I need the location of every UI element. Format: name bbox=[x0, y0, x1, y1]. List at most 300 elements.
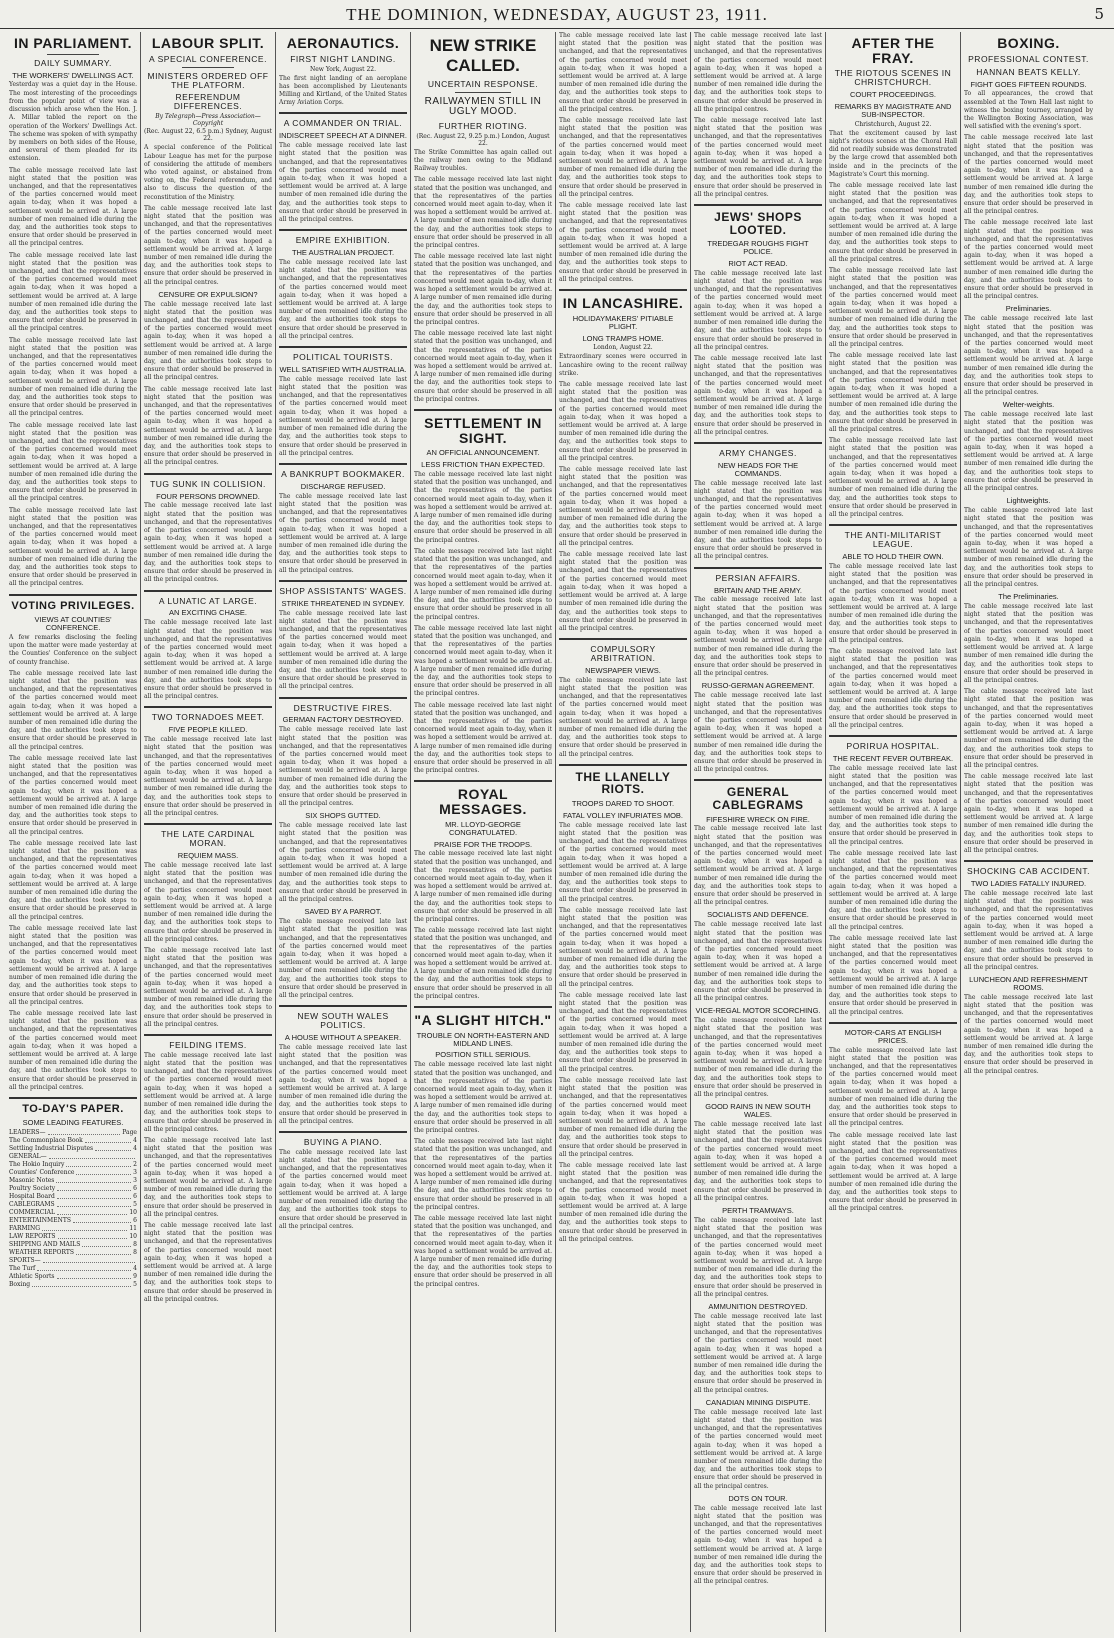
headline: IN PARLIAMENT. bbox=[14, 35, 132, 51]
leader-dots bbox=[56, 1177, 131, 1183]
feature-item bbox=[9, 1193, 137, 1201]
feature-label: Athletic Sports bbox=[9, 1273, 55, 1281]
article-text: The cable message received late last night stated that the position was unchanged, and that the representatives of the parties concerned would meet again to-day, when it was hoped a settlement would be arrived at. A large number of men remained idle during the day, and the authorities took steps to ensure that order should be preserved in all the principal centres. bbox=[9, 421, 137, 503]
headline: "A SLIGHT HITCH." bbox=[414, 1012, 552, 1029]
leader-dots bbox=[57, 1193, 131, 1199]
leader-dots bbox=[37, 1265, 131, 1271]
article-text: The cable message received late last night stated that the position was unchanged, and that the representatives of the parties concerned would meet again to-day, when it was hoped a settlement would be arrived at. A large number of men remained idle during the day, and the authorities took steps to ensure that order should be preserved in all the principal centres. bbox=[559, 32, 687, 113]
feature-page: 5 bbox=[133, 1281, 137, 1289]
feature-page: 8 bbox=[133, 1249, 137, 1257]
article-text: The first night landing of an aeroplane has been accomplished by Lieutenants Milling and Kirtland, of the United States Army Aviation Corps. bbox=[279, 74, 407, 107]
subheadline: GOOD RAINS IN NEW SOUTH WALES. bbox=[705, 1102, 811, 1120]
divider bbox=[279, 463, 407, 465]
article-text: The cable message received late last night stated that the position was unchanged, and that the representatives of the parties concerned would meet again to-day, when it was hoped a settlement would be arrived at. A large number of men remained idle during the day, and the authorities took steps to ensure that order should be preserved in all the principal centres. bbox=[279, 1148, 407, 1230]
subheadline: MR. LLOYD-GEORGE CONGRATULATED. bbox=[445, 819, 521, 837]
subheadline: SOME LEADING FEATURES. bbox=[22, 1118, 124, 1128]
divider bbox=[694, 442, 822, 444]
article-text: The cable message received late last night stated that the position was unchanged, and that the representatives of the parties concerned would meet again to-day, when it was hoped a settlement would be arrived at. A large number of men remained idle during the day, and the authorities took steps to ensure that order should be preserved in all the principal centres. bbox=[144, 861, 272, 943]
subheadline: DISCHARGE REFUSED. bbox=[300, 481, 386, 491]
article-text: The cable message received late last night stated that the position was unchanged, and that the representatives of the parties concerned would meet again to-day, when it was hoped a settlement would be arrived at. A large number of men remained idle during the day, and the authorities took steps to ensure that order should be preserved in all the principal centres. bbox=[694, 32, 822, 113]
leader-dots bbox=[42, 1225, 127, 1231]
article-text: Extraordinary scenes were occurred in Lancashire owing to the recent railway strike. bbox=[559, 353, 687, 377]
article-text: The cable message received late last night stated that the position was unchanged, and that the representatives of the parties concerned would meet again to-day, when it was hoped a settlement would be arrived at. A large number of men remained idle during the day, and the authorities took steps to ensure that order should be preserved in all the principal centres. bbox=[964, 773, 1093, 854]
headline: VOTING PRIVILEGES. bbox=[11, 599, 135, 612]
subheadline: GERMAN FACTORY DESTROYED. bbox=[282, 715, 404, 725]
feature-item bbox=[9, 1241, 137, 1249]
leader-dots bbox=[57, 1209, 127, 1215]
article-text: The cable message received late last night stated that the position was unchanged, and that the representatives of the parties concerned would meet again to-day, when it was hoped a settlement would be arrived at. A large number of men remained idle during the day, and the authorities took steps to ensure that order should be preserved in all the principal centres. bbox=[694, 1121, 822, 1202]
feature-label: The Commonplace Book bbox=[9, 1137, 83, 1145]
subheadline: SIX SHOPS GUTTED. bbox=[305, 811, 381, 821]
article-text: The cable message received late last night stated that the position was unchanged, and that the representatives of the parties concerned would meet again to-day, when it was hoped a settlement would be arrived at. A large number of men remained idle during the day, and the authorities took steps to ensure that order should be preserved in all the principal centres. bbox=[964, 315, 1093, 397]
headline: NEW STRIKE CALLED. bbox=[429, 36, 537, 75]
article-text: The cable message received late last night stated that the position was unchanged, and that the representatives of the parties concerned would meet again to-day, when it was hoped a settlement would be arrived at. A large number of men remained idle during the day, and the authorities took steps to ensure that order should be preserved in all the principal centres. bbox=[9, 839, 137, 921]
article-text: The cable message received late last night stated that the position was unchanged, and that the representatives of the parties concerned would meet again to-day, when it was hoped a settlement would be arrived at. A large number of men remained idle during the day, and the authorities took steps to ensure that order should be preserved in all the principal centres. bbox=[829, 849, 957, 931]
subheadline: AMMUNITION DESTROYED. bbox=[708, 1301, 808, 1311]
subheadline: LUNCHEON AND REFRESHMENT ROOMS. bbox=[969, 975, 1088, 992]
article-text: The cable message received late last night stated that the position was unchanged, and that the representatives of the parties concerned would meet again to-day, when it was hoped a settlement would be arrived at. A large number of men remained idle during the day, and the authorities took steps to ensure that order should be preserved in all the principal centres. bbox=[694, 921, 822, 1003]
article-text: The cable message received late last night stated that the position was unchanged, and that the representatives of the parties concerned would meet again to-day, when it was hoped a settlement would be arrived at. A large number of men remained idle during the day, and the authorities took steps to ensure that order should be preserved in all the principal centres. bbox=[694, 825, 822, 907]
article-text: The cable message received late last night stated that the position was unchanged, and that the representatives of the parties concerned would meet again to-day, when it was hoped a settlement would be arrived at. A large number of men remained idle during the day, and the authorities took steps to ensure that order should be preserved in all the principal centres. bbox=[144, 1136, 272, 1218]
article-text: The cable message received late last night stated that the position was unchanged, and that the representatives of the parties concerned would meet again to-day, when it was hoped a settlement would be arrived at. A large number of men remained idle during the day, and the authorities took steps to ensure that order should be preserved in all the principal centres. bbox=[829, 764, 957, 846]
column-7 bbox=[826, 32, 961, 1632]
divider bbox=[279, 112, 407, 114]
feature-label: LAW REPORTS bbox=[9, 1233, 56, 1241]
dateline: London, August 22. bbox=[593, 344, 653, 352]
article-text: The cable message received late last night stated that the position was unchanged, and that the representatives of the parties concerned would meet again to-day, when it was hoped a settlement would be arrived at. A large number of men remained idle during the day, and the authorities took steps to ensure that order should be preserved in all the principal centres. bbox=[559, 551, 687, 632]
article-text: The cable message received late last night stated that the position was unchanged, and that the representatives of the parties concerned would meet again to-day, when it was hoped a settlement would be arrived at. A large number of men remained idle during the day, and the authorities took steps to ensure that order should be preserved in all the principal centres. bbox=[829, 352, 957, 433]
feature-label: Settling Industrial Disputes bbox=[9, 1145, 94, 1153]
columns bbox=[6, 32, 1108, 1632]
headline: SETTLEMENT IN SIGHT. bbox=[424, 414, 542, 446]
divider bbox=[414, 1006, 552, 1008]
subheadline: FATAL VOLLEY INFURIATES MOB. bbox=[562, 810, 684, 820]
article-text: The cable message received late last night stated that the position was unchanged, and that the representatives of the parties concerned would meet again to-day, when it was hoped a settlement would be arrived at. A large number of men remained idle during the day, and the authorities took steps to ensure that order should be preserved in all the principal centres. bbox=[559, 381, 687, 462]
article-text: The cable message received late last night stated that the position was unchanged, and that the representatives of the parties concerned would meet again to-day, when it was hoped a settlement would be arrived at. A large number of men remained idle during the day, and the authorities took steps to ensure that order should be preserved in all the principal centres. bbox=[9, 336, 137, 418]
feature-label: Boxing bbox=[9, 1281, 31, 1289]
subheadline: PERTH TRAMWAYS. bbox=[722, 1206, 794, 1216]
leader-dots bbox=[49, 1153, 135, 1159]
feature-page: 4 bbox=[133, 1145, 137, 1153]
headline: AFTER THE FRAY. bbox=[851, 35, 935, 66]
subheadline: Lightweights. bbox=[1006, 496, 1051, 506]
article-text: The cable message received late last night stated that the position was unchanged, and that the representatives of the parties concerned would meet again to-day, when it was hoped a settlement would be arrived at. A large number of men remained idle during the day, and the authorities took steps to ensure that order should be preserved in all the principal centres. bbox=[559, 1161, 687, 1243]
divider bbox=[144, 823, 272, 825]
feature-page: 6 bbox=[133, 1185, 137, 1193]
subheadline: PORIRUA HOSPITAL. bbox=[846, 740, 940, 751]
divider bbox=[414, 409, 552, 411]
article-text: The cable message received late last night stated that the position was unchanged, and that the representatives of the parties concerned would meet again to-day, when it was hoped a settlement would be arrived at. A large number of men remained idle during the day, and the authorities took steps to ensure that order should be preserved in all the principal centres. bbox=[144, 1221, 272, 1303]
subheadline: AN OFFICIAL ANNOUNCEMENT. bbox=[426, 448, 540, 458]
leader-dots bbox=[95, 1145, 131, 1151]
article-text: The cable message received late last night stated that the position was unchanged, and that the representatives of the parties concerned would meet again to-day, when it was hoped a settlement would be arrived at. A large number of men remained idle during the day, and the authorities took steps to ensure that order should be preserved in all the principal centres. bbox=[559, 821, 687, 903]
divider bbox=[144, 706, 272, 708]
article-text: The cable message received late last night stated that the position was unchanged, and that the representatives of the parties concerned would meet again to-day, when it was hoped a settlement would be arrived at. A large number of men remained idle during the day, and the authorities took steps to ensure that order should be preserved in all the principal centres. bbox=[559, 1076, 687, 1158]
subheadline: THE WORKERS' DWELLINGS ACT. bbox=[12, 70, 134, 80]
feature-item bbox=[9, 1249, 137, 1257]
subheadline: FEILDING ITEMS. bbox=[169, 1039, 247, 1050]
article-text: The cable message received late last night stated that the position was unchanged, and that the representatives of the parties concerned would meet again to-day, when it was hoped a settlement would be arrived at. A large number of men remained idle during the day, and the authorities took steps to ensure that order should be preserved in all the principal centres. bbox=[414, 547, 552, 621]
article-text: The cable message received late last night stated that the position was unchanged, and that the representatives of the parties concerned would meet again to-day, when it was hoped a settlement would be arrived at. A large number of men remained idle during the day, and the authorities took steps to ensure that order should be preserved in all the principal centres. bbox=[144, 736, 272, 817]
subheadline: A SPECIAL CONFERENCE. bbox=[149, 53, 267, 64]
headline: IN LANCASHIRE. bbox=[562, 295, 684, 312]
article-text: The cable message received late last night stated that the position was unchanged, and that the representatives of the parties concerned would meet again to-day, when it was hoped a settlement would be arrived at. A large number of men remained idle during the day, and the authorities took steps to ensure that order should be preserved in all the principal centres. bbox=[279, 726, 407, 808]
dateline: New York, August 22. bbox=[309, 65, 377, 73]
divider bbox=[829, 1022, 957, 1024]
leader-dots bbox=[73, 1217, 131, 1223]
article-text: The cable message received late last night stated that the position was unchanged, and that the representatives of the parties concerned would meet again to-day, when it was hoped a settlement would be arrived at. A large number of men remained idle during the day, and the authorities took steps to ensure that order should be preserved in all the principal centres. bbox=[829, 562, 957, 644]
article-text: The cable message received late last night stated that the position was unchanged, and that the representatives of the parties concerned would meet again to-day, when it was hoped a settlement would be arrived at. A large number of men remained idle during the day, and the authorities took steps to ensure that order should be preserved in all the principal centres. bbox=[414, 1215, 552, 1288]
article-text: The cable message received late last night stated that the position was unchanged, and that the representatives of the parties concerned would meet again to-day, when it was hoped a settlement would be arrived at. A large number of men remained idle during the day, and the authorities took steps to ensure that order should be preserved in all the principal centres. bbox=[9, 1009, 137, 1091]
article-text: The cable message received late last night stated that the position was unchanged, and that the representatives of the parties concerned would meet again to-day, when it was hoped a settlement would be arrived at. A large number of men remained idle during the day, and the authorities took steps to ensure that order should be preserved in all the principal centres. bbox=[414, 850, 552, 923]
subheadline: FIRST NIGHT LANDING. bbox=[290, 53, 396, 64]
leader-dots bbox=[66, 1161, 131, 1167]
feature-label: Masonic Notes bbox=[9, 1177, 55, 1185]
subheadline: RAILWAYMEN STILL IN UGLY MOOD. bbox=[424, 95, 542, 118]
subheadline: THE RIOTOUS SCENES IN CHRISTCHURCH. bbox=[834, 68, 952, 88]
page-number: 5 bbox=[1094, 5, 1104, 23]
subheadline: MOTOR-CARS AT ENGLISH PRICES. bbox=[844, 1027, 942, 1045]
masthead-title: THE DOMINION, WEDNESDAY, AUGUST 23, 1911. bbox=[346, 5, 768, 24]
feature-label: ENTERTAINMENTS bbox=[9, 1217, 71, 1225]
article-text: The cable message received late last night stated that the position was unchanged, and that the representatives of the parties concerned would meet again to-day, when it was hoped a settlement would be arrived at. A large number of men remained idle during the day, and the authorities took steps to ensure that order should be preserved in all the principal centres. bbox=[964, 134, 1093, 216]
subheadline: TUG SUNK IN COLLISION. bbox=[150, 478, 266, 489]
subheadline: PROFESSIONAL CONTEST. bbox=[968, 53, 1089, 64]
feature-page: 11 bbox=[129, 1225, 137, 1233]
feature-item bbox=[9, 1153, 137, 1161]
article-text: The cable message received late last night stated that the position was unchanged, and that the representatives of the parties concerned would meet again to-day, when it was hoped a settlement would be arrived at. A large number of men remained idle during the day, and the authorities took steps to ensure that order should be preserved in all the principal centres. bbox=[144, 502, 272, 584]
feature-label: Hospital Board bbox=[9, 1193, 55, 1201]
article-text: The cable message received late last night stated that the position was unchanged, and that the representatives of the parties concerned would meet again to-day, when it was hoped a settlement would be arrived at. A large number of men remained idle during the day, and the authorities took steps to ensure that order should be preserved in all the principal centres. bbox=[414, 927, 552, 1000]
divider bbox=[9, 594, 137, 596]
feature-page: 4 bbox=[133, 1137, 137, 1145]
article-text: The cable message received late last night stated that the position was unchanged, and that the representatives of the parties concerned would meet again to-day, when it was hoped a settlement would be arrived at. A large number of men remained idle during the day, and the authorities took steps to ensure that order should be preserved in all the principal centres. bbox=[829, 182, 957, 263]
leader-dots bbox=[58, 1233, 128, 1239]
article-text: The cable message received late last night stated that the position was unchanged, and that the representatives of the parties concerned would meet again to-day, when it was hoped a settlement would be arrived at. A large number of men remained idle during the day, and the authorities took steps to ensure that order should be preserved in all the principal centres. bbox=[964, 688, 1093, 769]
article-text: The cable message received late last night stated that the position was unchanged, and that the representatives of the parties concerned would meet again to-day, when it was hoped a settlement would be arrived at. A large number of men remained idle during the day, and the authorities took steps to ensure that order should be preserved in all the principal centres. bbox=[694, 1408, 822, 1490]
article-text: The cable message received late last night stated that the position was unchanged, and that the representatives of the parties concerned would meet again to-day, when it was hoped a settlement would be arrived at. A large number of men remained idle during the day, and the authorities took steps to ensure that order should be preserved in all the principal centres. bbox=[559, 117, 687, 198]
subheadline: SAVED BY A PARROT. bbox=[304, 907, 382, 917]
article-text: The cable message received late last night stated that the position was unchanged, and that the representatives of the parties concerned would meet again to-day, when it was hoped a settlement would be arrived at. A large number of men remained idle during the day, and the authorities took steps to ensure that order should be preserved in all the principal centres. bbox=[279, 375, 407, 457]
divider bbox=[9, 1097, 137, 1099]
article-text: The cable message received late last night stated that the position was unchanged, and that the representatives of the parties concerned would meet again to-day, when it was hoped a settlement would be arrived at. A large number of men remained idle during the day, and the authorities took steps to ensure that order should be preserved in all the principal centres. bbox=[694, 1017, 822, 1099]
article-text: The cable message received late last night stated that the position was unchanged, and that the representatives of the parties concerned would meet again to-day, when it was hoped a settlement would be arrived at. A large number of men remained idle during the day, and the authorities took steps to ensure that order should be preserved in all the principal centres. bbox=[144, 1051, 272, 1133]
subheadline: Welter-weights. bbox=[1002, 400, 1055, 410]
divider bbox=[182, 67, 233, 68]
subheadline: NEW SOUTH WALES POLITICS. bbox=[297, 1011, 389, 1031]
article-text: The cable message received late last night stated that the position was unchanged, and that the representatives of the parties concerned would meet again to-day, when it was hoped a settlement would be arrived at. A large number of men remained idle during the day, and the authorities took steps to ensure that order should be preserved in all the principal centres. bbox=[279, 1043, 407, 1125]
feature-page: 9 bbox=[133, 1273, 137, 1281]
subheadline: THE RECENT FEVER OUTBREAK. bbox=[832, 753, 954, 763]
article-text: The cable message received late last night stated that the position was unchanged, and that the representatives of the parties concerned would meet again to-day, when it was hoped a settlement would be arrived at. A large number of men remained idle during the day, and the authorities took steps to ensure that order should be preserved in all the principal centres. bbox=[279, 822, 407, 904]
article-text: The cable message received late last night stated that the position was unchanged, and that the representatives of the parties concerned would meet again to-day, when it was hoped a settlement would be arrived at. A large number of men remained idle during the day, and the authorities took steps to ensure that order should be preserved in all the principal centres. bbox=[829, 1046, 957, 1128]
article-text: The cable message received late last night stated that the position was unchanged, and that the representatives of the parties concerned would meet again to-day, when it was hoped a settlement would be arrived at. A large number of men remained idle during the day, and the authorities took steps to ensure that order should be preserved in all the principal centres. bbox=[414, 701, 552, 775]
subheadline: COURT PROCEEDINGS. bbox=[850, 90, 936, 100]
divider bbox=[829, 735, 957, 737]
article-text: The cable message received late last night stated that the position was unchanged, and that the representatives of the parties concerned would meet again to-day, when it was hoped a settlement would be arrived at. A large number of men remained idle during the day, and the authorities took steps to ensure that order should be preserved in all the principal centres. bbox=[964, 411, 1093, 493]
subheadline: SOCIALISTS AND DEFENCE. bbox=[707, 910, 809, 920]
article-text: The cable message received late last night stated that the position was unchanged, and that the representatives of the parties concerned would meet again to-day, when it was hoped a settlement would be arrived at. A large number of men remained idle during the day, and the authorities took steps to ensure that order should be preserved in all the principal centres. bbox=[829, 267, 957, 348]
subheadline: SHOP ASSISTANTS' WAGES. bbox=[279, 585, 407, 596]
article-text: The cable message received late last night stated that the position was unchanged, and that the representatives of the parties concerned would meet again to-day, when it was hoped a settlement would be arrived at. A large number of men remained idle during the day, and the authorities took steps to ensure that order should be preserved in all the principal centres. bbox=[829, 1131, 957, 1213]
leader-dots bbox=[76, 1249, 131, 1255]
article-text: The cable message received late last night stated that the position was unchanged, and that the representatives of the parties concerned would meet again to-day, when it was hoped a settlement would be arrived at. A large number of men remained idle during the day, and the authorities took steps to ensure that order should be preserved in all the principal centres. bbox=[414, 253, 552, 326]
article-text: The cable message received late last night stated that the position was unchanged, and that the representatives of the parties concerned would meet again to-day, when it was hoped a settlement would be arrived at. A large number of men remained idle during the day, and the authorities took steps to ensure that order should be preserved in all the principal centres. bbox=[829, 934, 957, 1016]
column-8 bbox=[961, 32, 1096, 1632]
article-text: The cable message received late last night stated that the position was unchanged, and that the representatives of the parties concerned would meet again to-day, when it was hoped a settlement would be arrived at. A large number of men remained idle during the day, and the authorities took steps to ensure that order should be preserved in all the principal centres. bbox=[144, 946, 272, 1028]
feature-item bbox=[9, 1161, 137, 1169]
subheadline: THE LATE CARDINAL MORAN. bbox=[161, 829, 255, 849]
subheadline: TROOPS DARED TO SHOOT. bbox=[571, 799, 675, 809]
divider bbox=[829, 524, 957, 526]
subheadline: CENSURE OR EXPULSION? bbox=[158, 289, 258, 299]
feature-item bbox=[9, 1281, 137, 1289]
subheadline: PERSIAN AFFAIRS. bbox=[715, 572, 801, 583]
feature-page: 4 bbox=[133, 1265, 137, 1273]
divider bbox=[279, 346, 407, 348]
feature-label: Counties' Conference bbox=[9, 1169, 75, 1177]
feature-item bbox=[9, 1265, 137, 1273]
subheadline: RUSSO-GERMAN AGREEMENT. bbox=[701, 681, 815, 691]
article-text: The cable message received late last night stated that the position was unchanged, and that the representatives of the parties concerned would meet again to-day, when it was hoped a settlement would be arrived at. A large number of men remained idle during the day, and the authorities took steps to ensure that order should be preserved in all the principal centres. bbox=[964, 889, 1093, 971]
feature-page: 2 bbox=[133, 1161, 137, 1169]
feature-page: 6 bbox=[133, 1193, 137, 1201]
article-text: The cable message received late last night stated that the position was unchanged, and that the representatives of the parties concerned would meet again to-day, when it was hoped a settlement would be arrived at. A large number of men remained idle during the day, and the authorities took steps to ensure that order should be preserved in all the principal centres. bbox=[414, 471, 552, 544]
article-text: The cable message received late last night stated that the position was unchanged, and that the representatives of the parties concerned would meet again to-day, when it was hoped a settlement would be arrived at. A large number of men remained idle during the day, and the authorities took steps to ensure that order should be preserved in all the principal centres. bbox=[414, 1138, 552, 1211]
subheadline: STRIKE THREATENED IN SYDNEY. bbox=[281, 598, 405, 608]
subheadline: REQUIEM MASS. bbox=[177, 851, 239, 861]
headline: LABOUR SPLIT. bbox=[151, 35, 265, 51]
article-text: The cable message received late last night stated that the position was unchanged, and that the representatives of the parties concerned would meet again to-day, when it was hoped a settlement would be arrived at. A large number of men remained idle during the day, and the authorities took steps to ensure that order should be preserved in all the principal centres. bbox=[144, 204, 272, 286]
subheadline: THE ANTI-MILITARIST LEAGUE. bbox=[844, 530, 942, 550]
subheadline: LONG TRAMPS HOME. bbox=[582, 333, 664, 343]
article-text: The cable message received late last night stated that the position was unchanged, and that the representatives of the parties concerned would meet again to-day, when it was hoped a settlement would be arrived at. A large number of men remained idle during the day, and the authorities took steps to ensure that order should be preserved in all the principal centres. bbox=[694, 1504, 822, 1586]
subheadline: TREDEGAR ROUGHS FIGHT POLICE. bbox=[707, 239, 809, 257]
subheadline: TWO LADIES FATALLY INJURED. bbox=[970, 879, 1087, 889]
divider bbox=[414, 780, 552, 782]
article-text: The cable message received late last night stated that the position was unchanged, and that the representatives of the parties concerned would meet again to-day, when it was hoped a settlement would be arrived at. A large number of men remained idle during the day, and the authorities took steps to ensure that order should be preserved in all the principal centres. bbox=[694, 269, 822, 351]
article-text: To all appearances, the crowd that assembled at the Town Hall last night to witness the boxing tourney, arranged by the Wellington Boxing Association, was well satisfied with the evening's sport. bbox=[964, 90, 1093, 131]
article-text: The cable message received late last night stated that the position was unchanged, and that the representatives of the parties concerned would meet again to-day, when it was hoped a settlement would be arrived at. A large number of men remained idle during the day, and the authorities took steps to ensure that order should be preserved in all the principal centres. bbox=[279, 609, 407, 691]
subheadline: ABLE TO HOLD THEIR OWN. bbox=[842, 552, 944, 562]
article-text: The cable message received late last night stated that the position was unchanged, and that the representatives of the parties concerned would meet again to-day, when it was hoped a settlement would be arrived at. A large number of men remained idle during the day, and the authorities took steps to ensure that order should be preserved in all the principal centres. bbox=[144, 300, 272, 382]
article-text: The cable message received late last night stated that the position was unchanged, and that the representatives of the parties concerned would meet again to-day, when it was hoped a settlement would be arrived at. A large number of men remained idle during the day, and the authorities took steps to ensure that order should be preserved in all the principal centres. bbox=[9, 166, 137, 248]
divider bbox=[279, 1005, 407, 1007]
article-text: The cable message received late last night stated that the position was unchanged, and that the representatives of the parties concerned would meet again to-day, when it was hoped a settlement would be arrived at. A large number of men remained idle during the day, and the authorities took steps to ensure that order should be preserved in all the principal centres. bbox=[694, 596, 822, 678]
article-text: The cable message received late last night stated that the position was unchanged, and that the representatives of the parties concerned would meet again to-day, when it was hoped a settlement would be arrived at. A large number of men remained idle during the day, and the authorities took steps to ensure that order should be preserved in all the principal centres. bbox=[694, 117, 822, 198]
feature-label: WEATHER REPORTS bbox=[9, 1249, 74, 1257]
feature-item bbox=[9, 1225, 137, 1233]
feature-item bbox=[9, 1129, 137, 1137]
subheadline: A LUNATIC AT LARGE. bbox=[158, 595, 258, 606]
dateline: (Rec. August 22, 9.25 p.m.) London, August 22. bbox=[416, 132, 550, 147]
feature-item bbox=[9, 1201, 137, 1209]
divider bbox=[144, 473, 272, 475]
subheadline: VICE-REGAL MOTOR SCORCHING. bbox=[695, 1006, 821, 1016]
article-text: The cable message received late last night stated that the position was unchanged, and that the representatives of the parties concerned would meet again to-day, when it was hoped a settlement would be arrived at. A large number of men remained idle during the day, and the authorities took steps to ensure that order should be preserved in all the principal centres. bbox=[694, 479, 822, 561]
subheadline: FIGHT GOES FIFTEEN ROUNDS. bbox=[970, 79, 1087, 89]
article-text: The cable message received late last night stated that the position was unchanged, and that the representatives of the parties concerned would meet again to-day, when it was hoped a settlement would be arrived at. A large number of men remained idle during the day, and the authorities took steps to ensure that order should be preserved in all the principal centres. bbox=[559, 991, 687, 1073]
subheadline: RIOT ACT READ. bbox=[728, 259, 788, 268]
article-text: The cable message received late last night stated that the position was unchanged, and that the representatives of the parties concerned would meet again to-day, when it was hoped a settlement would be arrived at. A large number of men remained idle during the day, and the authorities took steps to ensure that order should be preserved in all the principal centres. bbox=[559, 906, 687, 988]
column-2 bbox=[141, 32, 276, 1632]
article-text: The cable message received late last night stated that the position was unchanged, and that the representatives of the parties concerned would meet again to-day, when it was hoped a settlement would be arrived at. A large number of men remained idle during the day, and the authorities took steps to ensure that order should be preserved in all the principal centres. bbox=[414, 624, 552, 698]
feature-page: Page bbox=[122, 1129, 137, 1137]
subheadline: UNCERTAIN RESPONSE. bbox=[427, 79, 539, 89]
headline: AERONAUTICS. bbox=[286, 35, 400, 51]
article-text: The cable message received late last night stated that the position was unchanged, and that the representatives of the parties concerned would meet again to-day, when it was hoped a settlement would be arrived at. A large number of men remained idle during the day, and the authorities took steps to ensure that order should be preserved in all the principal centres. bbox=[9, 506, 137, 588]
divider bbox=[694, 567, 822, 569]
divider bbox=[964, 860, 1093, 862]
subheadline: DESTRUCTIVE FIRES. bbox=[293, 702, 393, 713]
article-text: The cable message received late last night stated that the position was unchanged, and that the representatives of the parties concerned would meet again to-day, when it was hoped a settlement would be arrived at. A large number of men remained idle during the day, and the authorities took steps to ensure that order should be preserved in all the principal centres. bbox=[279, 918, 407, 999]
feature-label: SHIPPING AND MAILS bbox=[9, 1241, 81, 1249]
subheadline: TROUBLE ON NORTH-EASTERN AND MIDLAND LINES. bbox=[416, 1030, 550, 1048]
headline: ROYAL MESSAGES. bbox=[439, 786, 527, 818]
subheadline: FIVE PEOPLE KILLED. bbox=[168, 725, 248, 735]
article-text: The cable message received late last night stated that the position was unchanged, and that the representatives of the parties concerned would meet again to-day, when it was hoped a settlement would be arrived at. A large number of men remained idle during the day, and the authorities took steps to ensure that order should be preserved in all the principal centres. bbox=[964, 603, 1093, 684]
article-text: The cable message received late last night stated that the position was unchanged, and that the representatives of the parties concerned would meet again to-day, when it was hoped a settlement would be arrived at. A large number of men remained idle during the day, and the authorities took steps to ensure that order should be preserved in all the principal centres. bbox=[279, 259, 407, 340]
article-text: The cable message received late last night stated that the position was unchanged, and that the representatives of the parties concerned would meet again to-day, when it was hoped a settlement would be arrived at. A large number of men remained idle during the day, and the authorities took steps to ensure that order should be preserved in all the principal centres. bbox=[9, 251, 137, 333]
feature-item bbox=[9, 1145, 137, 1153]
subheadline: REMARKS BY MAGISTRATE AND SUB-INSPECTOR. bbox=[834, 102, 952, 119]
subheadline: BUYING A PIANO. bbox=[303, 1136, 383, 1147]
article-text: The cable message received late last night stated that the position was unchanged, and that the representatives of the parties concerned would meet again to-day, when it was hoped a settlement would be arrived at. A large number of men remained idle during the day, and the authorities took steps to ensure that order should be preserved in all the principal centres. bbox=[964, 507, 1093, 588]
leader-dots bbox=[85, 1137, 131, 1143]
subheadline: REFERENDUM DIFFERENCES. bbox=[173, 92, 243, 112]
feature-label: LEADERS— bbox=[9, 1129, 46, 1137]
subheadline: HANNAN BEATS KELLY. bbox=[976, 66, 1081, 77]
feature-page: 3 bbox=[133, 1177, 137, 1185]
subheadline: FIFESHIRE WRECK ON FIRE. bbox=[706, 814, 810, 824]
leader-dots bbox=[57, 1201, 132, 1207]
subheadline: FURTHER RIOTING. bbox=[438, 120, 528, 131]
feature-item bbox=[9, 1185, 137, 1193]
feature-label: The Hokio Inquiry bbox=[9, 1161, 65, 1169]
leader-dots bbox=[57, 1185, 131, 1191]
subheadline: Preliminaries. bbox=[1005, 304, 1052, 314]
feature-item bbox=[9, 1209, 137, 1217]
divider bbox=[144, 590, 272, 592]
feature-label: Poultry Society bbox=[9, 1185, 56, 1193]
leader-dots bbox=[76, 1169, 131, 1175]
divider bbox=[279, 229, 407, 231]
subheadline: POLITICAL TOURISTS. bbox=[292, 352, 394, 363]
article-text: The cable message received late last night stated that the position was unchanged, and that the representatives of the parties concerned would meet again to-day, when it was hoped a settlement would be arrived at. A large number of men remained idle during the day, and the authorities took steps to ensure that order should be preserved in all the principal centres. bbox=[694, 692, 822, 774]
subheadline: SHOCKING CAB ACCIDENT. bbox=[967, 866, 1090, 877]
article-text: The cable message received late last night stated that the position was unchanged, and that the representatives of the parties concerned would meet again to-day, when it was hoped a settlement would be arrived at. A large number of men remained idle during the day, and the authorities took steps to ensure that order should be preserved in all the principal centres. bbox=[694, 1216, 822, 1298]
feature-item bbox=[9, 1177, 137, 1185]
subheadline: FOUR PERSONS DROWNED. bbox=[156, 491, 260, 501]
column-3 bbox=[276, 32, 411, 1632]
subheadline: A COMMANDER ON TRIAL. bbox=[283, 118, 403, 129]
article-text: The cable message received late last night stated that the position was unchanged, and that the representatives of the parties concerned would meet again to-day, when it was hoped a settlement would be arrived at. A large number of men remained idle during the day, and the authorities took steps to ensure that order should be preserved in all the principal centres. bbox=[414, 330, 552, 403]
feature-item bbox=[9, 1273, 137, 1281]
article-text: The cable message received late last night stated that the position was unchanged, and that the representatives of the parties concerned would meet again to-day, when it was hoped a settlement would be arrived at. A large number of men remained idle during the day, and the authorities took steps to ensure that order should be preserved in all the principal centres. bbox=[829, 647, 957, 729]
article-text: A few remarks disclosing the feeling upon the matter were made yesterday at the Counties' Conference on the subject of county franchise. bbox=[9, 633, 137, 666]
subheadline: DAILY SUMMARY. bbox=[34, 57, 112, 68]
subheadline: INDISCREET SPEECH AT A DINNER. bbox=[279, 131, 407, 141]
feature-item bbox=[9, 1169, 137, 1177]
subheadline: NEW HEADS FOR THE COMMANDS. bbox=[717, 460, 799, 478]
column-1 bbox=[6, 32, 141, 1632]
subheadline: MINISTERS ORDERED OFF THE PLATFORM. bbox=[147, 70, 269, 90]
subheadline: The Preliminaries. bbox=[998, 592, 1059, 602]
feature-label: The Turf bbox=[9, 1265, 36, 1273]
leader-dots bbox=[43, 1257, 135, 1263]
subheadline: LESS FRICTION THAN EXPECTED. bbox=[421, 460, 545, 470]
article-text: The cable message received late last night stated that the position was unchanged, and that the representatives of the parties concerned would meet again to-day, when it was hoped a settlement would be arrived at. A large number of men remained idle during the day, and the authorities took steps to ensure that order should be preserved in all the principal centres. bbox=[559, 466, 687, 547]
divider bbox=[694, 204, 822, 206]
feature-label: SPORTS— bbox=[9, 1257, 41, 1265]
subheadline: A BANKRUPT BOOKMAKER. bbox=[281, 468, 405, 479]
feature-label: GENERAL— bbox=[9, 1153, 47, 1161]
feature-label: CABLEGRAMS bbox=[9, 1201, 55, 1209]
article-text: The cable message received late last night stated that the position was unchanged, and that the representatives of the parties concerned would meet again to-day, when it was hoped a settlement would be arrived at. A large number of men remained idle during the day, and the authorities took steps to ensure that order should be preserved in all the principal centres. bbox=[964, 993, 1093, 1075]
article-text: The cable message received late last night stated that the position was unchanged, and that the representatives of the parties concerned would meet again to-day, when it was hoped a settlement would be arrived at. A large number of men remained idle during the day, and the authorities took steps to ensure that order should be preserved in all the principal centres. bbox=[559, 202, 687, 283]
divider bbox=[279, 580, 407, 582]
feature-item bbox=[9, 1233, 137, 1241]
divider bbox=[694, 779, 822, 781]
divider bbox=[559, 289, 687, 291]
subheadline: COMPULSORY ARBITRATION. bbox=[590, 644, 656, 664]
column-5 bbox=[556, 32, 691, 1632]
feature-label: FARMING bbox=[9, 1225, 41, 1233]
leader-dots bbox=[48, 1129, 121, 1135]
article-text: The Strike Committee has again called out the railway men owing to the Midland Railway troubles. bbox=[414, 148, 552, 173]
divider bbox=[47, 54, 98, 55]
subheadline: AN EXCITING CHASE. bbox=[169, 608, 247, 618]
leader-dots bbox=[32, 1281, 131, 1287]
article-text: The cable message received late last night stated that the position was unchanged, and that the representatives of the parties concerned would meet again to-day, when it was hoped a settlement would be arrived at. A large number of men remained idle during the day, and the authorities took steps to ensure that order should be preserved in all the principal centres. bbox=[414, 176, 552, 250]
leader-dots bbox=[82, 1241, 131, 1247]
subheadline: PRAISE FOR THE TROOPS. bbox=[433, 839, 533, 849]
subheadline: THE AUSTRALIAN PROJECT. bbox=[291, 248, 395, 258]
divider bbox=[559, 764, 687, 766]
article-text: The cable message received late last night stated that the position was unchanged, and that the representatives of the parties concerned would meet again to-day, when it was hoped a settlement would be arrived at. A large number of men remained idle during the day, and the authorities took steps to ensure that order should be preserved in all the principal centres. bbox=[9, 924, 137, 1006]
dateline: Christchurch, August 22. bbox=[854, 120, 932, 128]
feature-page: 5 bbox=[133, 1201, 137, 1209]
article-text: The cable message received late last night stated that the position was unchanged, and that the representatives of the parties concerned would meet again to-day, when it was hoped a settlement would be arrived at. A large number of men remained idle during the day, and the authorities took steps to ensure that order should be preserved in all the principal centres. bbox=[279, 142, 407, 224]
article-text: The cable message received late last night stated that the position was unchanged, and that the representatives of the parties concerned would meet again to-day, when it was hoped a settlement would be arrived at. A large number of men remained idle during the day, and the authorities took steps to ensure that order should be preserved in all the principal centres. bbox=[9, 754, 137, 836]
feature-item bbox=[9, 1257, 137, 1265]
feature-page: 10 bbox=[129, 1233, 137, 1241]
article-text: That the excitement caused by last night's riotous scenes at the Choral Hall did not readily subside was demonstrated by the large crowd that assembled both inside and in the precincts of the Magistrate's Court this morning. bbox=[829, 129, 957, 178]
feature-page: 3 bbox=[133, 1169, 137, 1177]
article-text: The cable message received late last night stated that the position was unchanged, and that the representatives of the parties concerned would meet again to-day, when it was hoped a settlement would be arrived at. A large number of men remained idle during the day, and the authorities took steps to ensure that order should be preserved in all the principal centres. bbox=[9, 669, 137, 751]
article-text: The cable message received late last night stated that the position was unchanged, and that the representatives of the parties concerned would meet again to-day, when it was hoped a settlement would be arrived at. A large number of men remained idle during the day, and the authorities took steps to ensure that order should be preserved in all the principal centres. bbox=[144, 619, 272, 701]
headline: THE LLANELLY RIOTS. bbox=[575, 769, 671, 797]
features-list bbox=[9, 1129, 137, 1289]
subheadline: EMPIRE EXHIBITION. bbox=[295, 235, 391, 246]
subheadline: A HOUSE WITHOUT A SPEAKER. bbox=[284, 1033, 402, 1043]
subheadline: VIEWS AT COUNTIES' CONFERENCE. bbox=[34, 615, 112, 633]
dateline: (Rec. August 22, 6.5 p.m.) Sydney, August 22. bbox=[144, 128, 272, 143]
divider bbox=[279, 697, 407, 699]
subheadline: DOTS ON TOUR. bbox=[728, 1493, 788, 1503]
column-4 bbox=[411, 32, 556, 1632]
subheadline: HOLIDAYMAKERS' PITIABLE PLIGHT. bbox=[572, 313, 674, 331]
subheadline: POSITION STILL SERIOUS. bbox=[435, 1050, 531, 1060]
article-text: The cable message received late last night stated that the position was unchanged, and that the representatives of the parties concerned would meet again to-day, when it was hoped a settlement would be arrived at. A large number of men remained idle during the day, and the authorities took steps to ensure that order should be preserved in all the principal centres. bbox=[559, 676, 687, 758]
byline: By Telegraph—Press Association—Copyright bbox=[155, 113, 261, 128]
masthead bbox=[0, 0, 1114, 29]
headline: BOXING. bbox=[997, 35, 1060, 51]
subheadline: CANADIAN MINING DISPUTE. bbox=[705, 1397, 811, 1407]
leader-dots bbox=[57, 1273, 132, 1279]
subheadline: NEWSPAPER VIEWS. bbox=[585, 665, 661, 675]
article-text: The cable message received late last night stated that the position was unchanged, and that the representatives of the parties concerned would meet again to-day, when it was hoped a settlement would be arrived at. A large number of men remained idle during the day, and the authorities took steps to ensure that order should be preserved in all the principal centres. bbox=[964, 219, 1093, 301]
